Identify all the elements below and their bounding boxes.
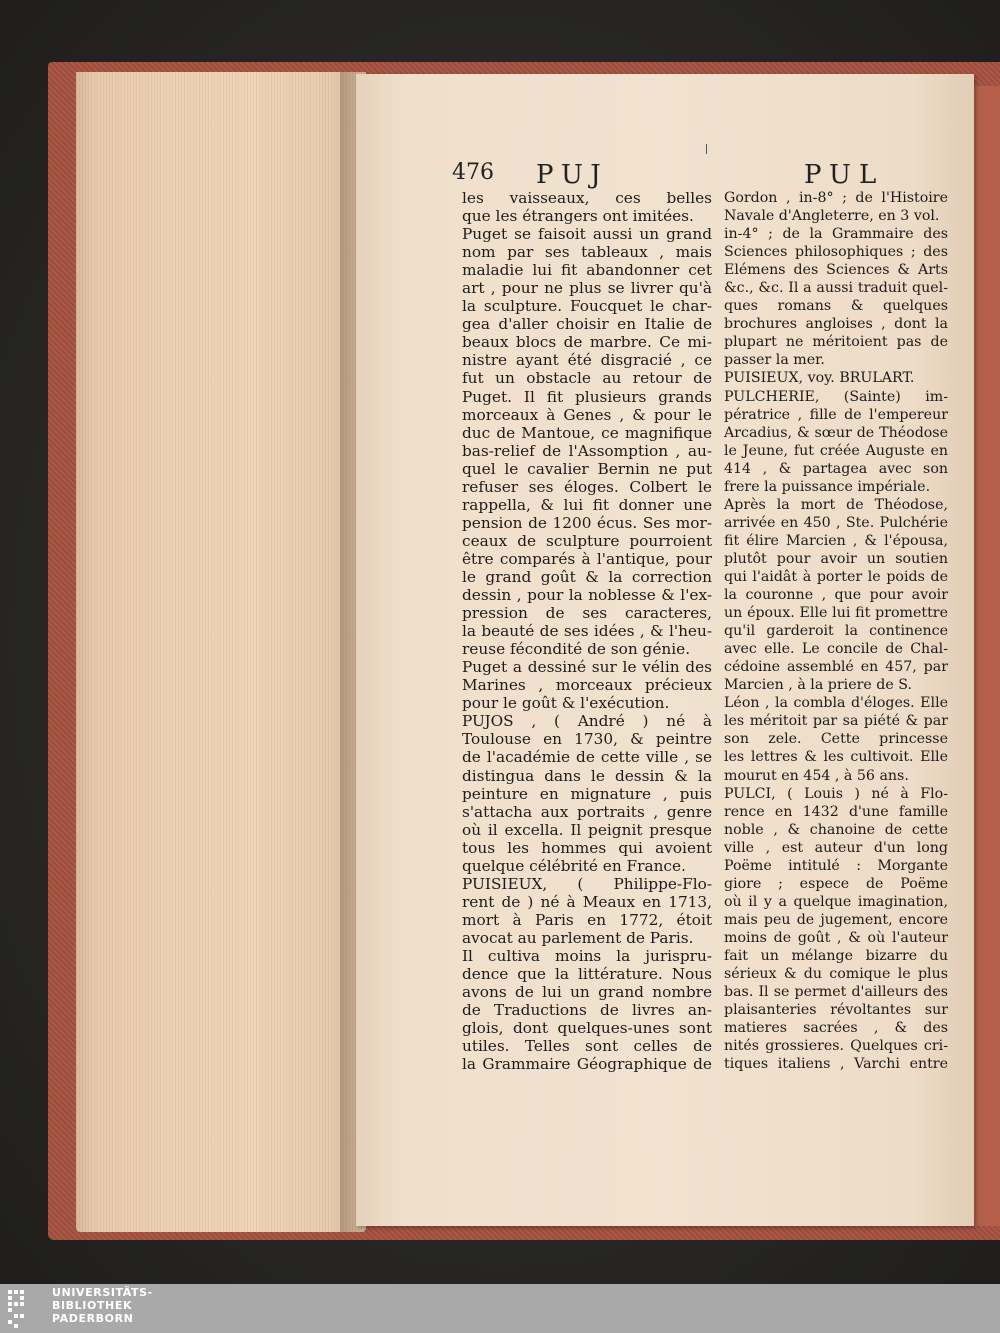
text-line: Toulouse en 1730, & peintre: [462, 730, 712, 749]
text-line: Navale d'Angleterre, en 3 vol.: [724, 208, 940, 225]
text-line: morceaux à Genes , & pour le: [462, 405, 712, 424]
text-line: avons de lui un grand nombre: [462, 983, 712, 1002]
text-line: dessin , pour la noblesse & l'ex-: [462, 586, 712, 605]
text-line: les vaisseaux, ces belles: [462, 189, 712, 207]
text-line: ques romans & quelques: [724, 298, 948, 315]
text-line: Arcadius, & sœur de Théodose: [724, 424, 948, 441]
text-line: PUISIEUX, ( Philippe-Flo-: [462, 874, 712, 893]
text-line: les lettres & les cultivoit. Elle: [724, 749, 948, 766]
text-line: fut un obstacle au retour de: [462, 369, 712, 388]
library-logo-icon: [6, 1288, 46, 1330]
text-line: la Grammaire Géographique de: [462, 1055, 712, 1074]
text-line: refuser ses éloges. Colbert le: [462, 477, 712, 496]
text-line: fait un mélange bizarre du: [724, 947, 948, 964]
running-head-right: PUL: [804, 160, 885, 190]
text-line: Sciences philosophiques ; des: [724, 244, 948, 261]
library-name: [52, 1286, 153, 1325]
text-line: sérieux & du comique le plus: [724, 966, 948, 983]
text-line: plaisanteries révoltantes sur: [724, 1002, 948, 1019]
text-line: PUISIEUX, voy. BRULART.: [724, 370, 915, 387]
text-line: que les étrangers ont imitées.: [462, 207, 694, 226]
page-mark: [706, 144, 707, 154]
text-line: glois, dont quelques-unes sont: [462, 1019, 712, 1038]
text-line: nités grossieres. Quelques cri-: [724, 1038, 948, 1055]
text-line: Marines , morceaux précieux: [462, 676, 712, 695]
text-line: passer la mer.: [724, 352, 825, 369]
text-line: tous les hommes qui avoient: [462, 838, 712, 857]
text-line: être comparés à l'antique, pour: [462, 549, 712, 568]
text-line: PULCHERIE, (Sainte) im-: [724, 388, 948, 405]
text-line: fit élire Marcien , & l'épousa,: [724, 532, 948, 549]
text-line: maladie lui fit abandonner cet: [462, 261, 712, 280]
text-line: cédoine assemblé en 457, par: [724, 659, 948, 676]
text-line: les méritoit par sa piété & par: [724, 713, 948, 730]
running-head-left: PUJ: [536, 160, 609, 190]
text-line: noble , & chanoine de cette: [724, 821, 948, 838]
text-line: duc de Mantoue, ce magnifique: [462, 423, 712, 442]
text-line: la couronne , que pour avoir: [724, 587, 948, 604]
text-line: mais peu de jugement, encore: [724, 911, 948, 928]
text-line: de Traductions de livres an-: [462, 1001, 712, 1020]
text-line: pension de 1200 écus. Ses mor-: [462, 513, 712, 532]
text-line: dence que la littérature. Nous: [462, 965, 712, 984]
text-line: Léon , la combla d'éloges. Elle: [724, 695, 948, 712]
text-line: Elémens des Sciences & Arts: [724, 262, 948, 279]
text-line: tiques italiens , Varchi entre: [724, 1056, 948, 1073]
text-line: reuse fécondité de son génie.: [462, 640, 691, 659]
text-column-left: [462, 189, 712, 1073]
text-line: un époux. Elle lui fit promettre: [724, 605, 948, 622]
text-line: Puget se faisoit aussi un grand: [462, 225, 712, 244]
text-line: nom par ses tableaux , mais: [462, 243, 712, 262]
text-line: moins de goût , & où l'auteur: [724, 929, 948, 946]
text-line: rent de ) né à Meaux en 1713,: [462, 892, 712, 911]
text-line: bas-relief de l'Assomption , au-: [462, 441, 712, 460]
library-name-line2: BIBLIOTHEK: [52, 1299, 133, 1312]
text-line: mort à Paris en 1772, étoit: [462, 910, 712, 929]
text-line: quelque célébrité en France.: [462, 856, 686, 875]
text-line: plutôt pour avoir un soutien: [724, 550, 948, 567]
text-line: beaux blocs de marbre. Ce mi-: [462, 333, 712, 352]
text-line: qui l'aidât à porter le poids de: [724, 568, 948, 585]
text-line: in-4° ; de la Grammaire des: [724, 226, 948, 243]
text-line: Il cultiva moins la jurispru-: [462, 946, 712, 965]
text-line: Marcien , à la priere de S.: [724, 677, 912, 694]
text-line: pour le goût & l'exécution.: [462, 694, 670, 713]
library-name-line3: PADERBORN: [52, 1312, 134, 1325]
text-line: utiles. Telles sont celles de: [462, 1037, 712, 1056]
text-line: 414 , & partagea avec son: [724, 460, 948, 477]
text-line: peinture en mignature , puis: [462, 784, 712, 803]
text-line: distingua dans le dessin & la: [462, 766, 712, 785]
text-line: ceaux de sculpture pourroient: [462, 531, 712, 550]
text-line: art , pour ne plus se livrer qu'à: [462, 279, 712, 298]
text-line: rence en 1432 d'une famille: [724, 803, 948, 820]
library-name-line1: UNIVERSITÄTS-: [52, 1286, 153, 1299]
text-line: avocat au parlement de Paris.: [462, 928, 694, 947]
cover-edge-right: [972, 86, 1000, 1226]
text-line: s'attacha aux portraits , genre: [462, 802, 712, 821]
text-line: quel le cavalier Bernin ne put: [462, 459, 712, 478]
text-line: rappella, & lui fit donner une: [462, 495, 712, 514]
text-line: arrivée en 450 , Ste. Pulchérie: [724, 514, 948, 531]
page-number: 476: [452, 160, 494, 185]
text-line: où il excella. Il peignit presque: [462, 820, 712, 839]
text-line: plupart ne méritoient pas de: [724, 334, 948, 351]
text-line: Puget. Il fit plusieurs grands: [462, 387, 712, 406]
text-line: pression de ses caracteres,: [462, 604, 712, 623]
text-line: bas. Il se permet d'ailleurs des: [724, 984, 948, 1001]
text-line: frere la puissance impériale.: [724, 478, 931, 495]
text-line: nistre ayant été disgracié , ce: [462, 351, 712, 370]
text-line: son zele. Cette princesse: [724, 731, 948, 748]
text-line: la beauté de ses idées , & l'heu-: [462, 622, 712, 641]
text-line: avec elle. Le concile de Chal-: [724, 641, 948, 658]
text-line: pératrice , fille de l'empereur: [724, 406, 948, 423]
text-line: ville , est auteur d'un long: [724, 839, 948, 856]
text-line: giore ; espece de Poëme: [724, 875, 948, 892]
text-line: Gordon , in-8° ; de l'Histoire: [724, 190, 948, 206]
text-column-right: [724, 189, 948, 1073]
text-line: matieres sacrées , & des: [724, 1020, 948, 1037]
text-line: PULCI, ( Louis ) né à Flo-: [724, 785, 948, 802]
text-line: de l'académie de cette ville , se: [462, 748, 712, 767]
text-line: PUJOS , ( André ) né à: [462, 712, 712, 731]
page-edges: [76, 72, 366, 1232]
text-line: Puget a dessiné sur le vélin des: [462, 658, 712, 677]
text-line: Après la mort de Théodose,: [724, 496, 948, 513]
text-line: le Jeune, fut créée Auguste en: [724, 442, 948, 459]
text-line: gea d'aller choisir en Italie de: [462, 315, 712, 334]
text-line: la sculpture. Foucquet le char-: [462, 297, 712, 316]
text-line: qu'il garderoit la continence: [724, 623, 948, 640]
text-line: Poëme intitulé : Morgante: [724, 857, 948, 874]
text-line: le grand goût & la correction: [462, 567, 712, 586]
text-line: où il y a quelque imagination,: [724, 893, 948, 910]
text-line: brochures angloises , dont la: [724, 316, 948, 333]
text-line: &c., &c. Il a aussi traduit quel-: [724, 280, 948, 297]
text-line: mourut en 454 , à 56 ans.: [724, 767, 909, 784]
